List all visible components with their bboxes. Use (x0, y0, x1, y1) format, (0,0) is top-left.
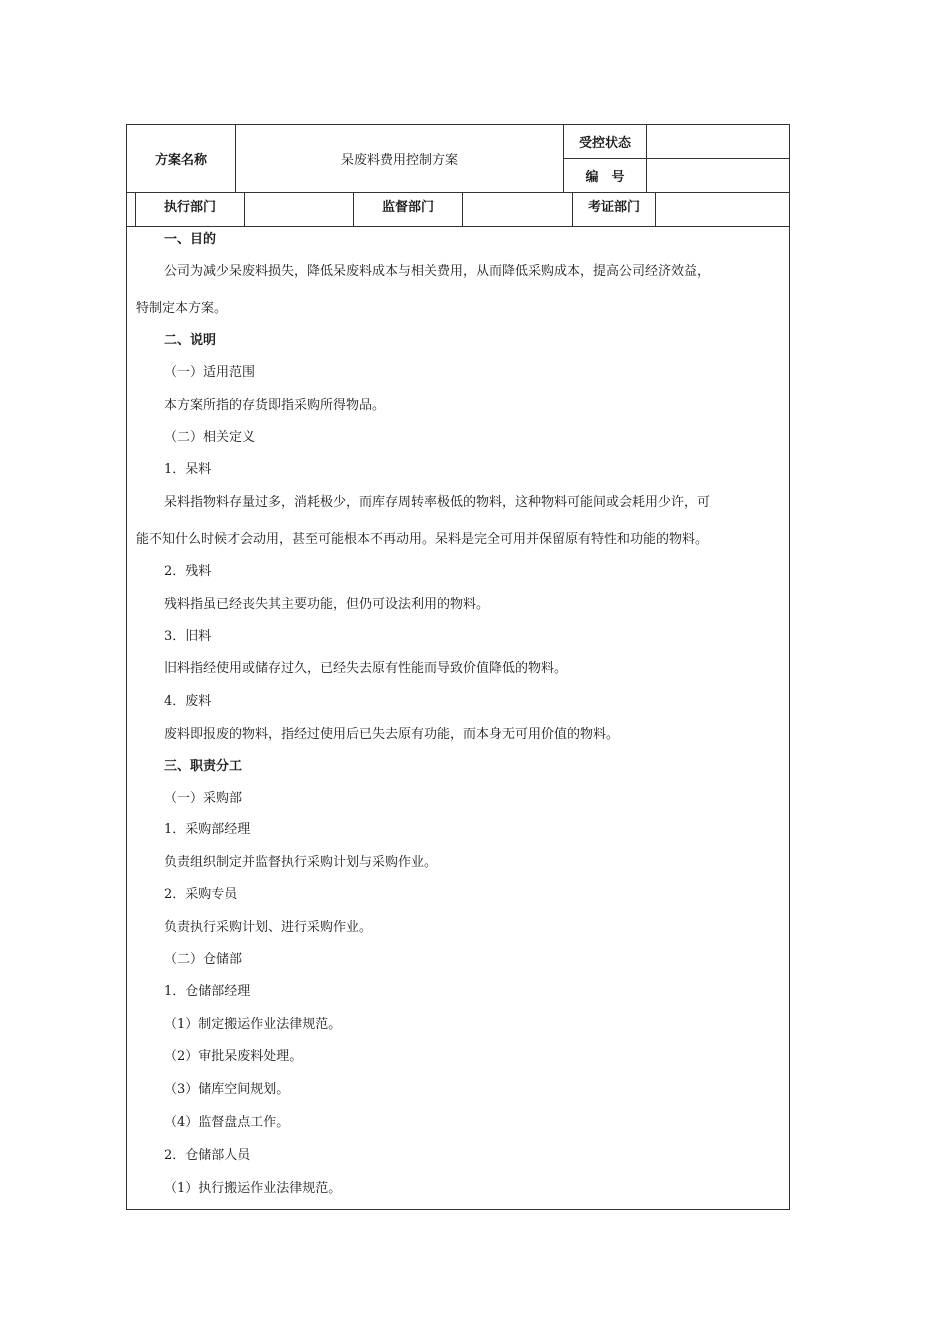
number-value[interactable] (647, 159, 789, 192)
verify-dept-value[interactable] (656, 193, 789, 226)
supervise-dept-label: 监督部门 (381, 199, 434, 215)
definition-text-1-line1: 呆料指物料存量过多，消耗极少，而库存周转率极低的物料，这种物料可能间或会耗用少许，可 (164, 495, 711, 510)
control-status-value[interactable] (647, 125, 789, 158)
purpose-text-line1: 公司为减少呆废料损失，降低呆废料成本与相关费用，从而降低采购成本，提高公司经济效益， (164, 264, 711, 279)
role-title-purchasing-specialist: 2．采购专员 (164, 887, 238, 902)
definition-text-3: 旧料指经使用或储存过久，已经失去原有性能而导致价值降低的物料。 (164, 661, 568, 676)
plan-name-value: 呆废料费用控制方案 (340, 153, 458, 168)
role-title-warehouse-manager: 1．仓储部经理 (164, 984, 251, 999)
warehouse-manager-item-2: （2）审批呆废料处理。 (164, 1049, 303, 1064)
definition-text-4: 废料即报废的物料，指经过使用后已失去原有功能，而本身无可用价值的物料。 (164, 727, 620, 742)
warehouse-staff-item-1: （1）执行搬运作业法律规范。 (164, 1181, 342, 1196)
role-text-purchasing-specialist: 负责执行采购计划、进行采购作业。 (164, 920, 373, 935)
plan-name-label: 方案名称 (154, 153, 207, 168)
control-status-label: 受控状态 (578, 136, 631, 151)
role-title-purchasing-manager: 1．采购部经理 (164, 822, 251, 837)
exec-dept-label: 执行部门 (163, 199, 216, 215)
number-label: 编 号 (585, 170, 625, 185)
section-title-responsibilities: 三、职责分工 (164, 759, 243, 774)
definition-title-4: 4．废料 (164, 694, 212, 709)
subsection-scope: （一）适用范围 (164, 365, 256, 380)
role-title-warehouse-staff: 2．仓储部人员 (164, 1148, 251, 1163)
warehouse-manager-item-3: （3）储库空间规划。 (164, 1082, 290, 1097)
definition-title-3: 3．旧料 (164, 629, 212, 644)
definition-text-1-line2: 能不知什么时候才会动用，甚至可能根本不再动用。呆料是完全可用并保留原有特性和功能的物料。 (136, 532, 709, 547)
subsection-definitions: （二）相关定义 (164, 430, 256, 445)
role-text-purchasing-manager: 负责组织制定并监督执行采购计划与采购作业。 (164, 855, 438, 870)
supervise-dept-value[interactable] (463, 193, 572, 226)
subsection-warehouse: （二）仓储部 (164, 952, 243, 967)
warehouse-manager-item-4: （4）监督盘点工作。 (164, 1115, 290, 1130)
subsection-purchasing: （一）采购部 (164, 791, 243, 806)
section-title-explanation: 二、说明 (164, 333, 217, 348)
scope-text: 本方案所指的存货即指采购所得物品。 (164, 398, 386, 413)
purpose-text-line2: 特制定本方案。 (136, 301, 228, 316)
verify-dept-label: 考证部门 (587, 199, 640, 215)
exec-dept-value[interactable] (245, 193, 353, 226)
definition-title-1: 1．呆料 (164, 462, 212, 477)
definition-title-2: 2．残料 (164, 564, 212, 579)
warehouse-manager-item-1: （1）制定搬运作业法律规范。 (164, 1017, 342, 1032)
section-title-purpose: 一、目的 (164, 232, 217, 247)
grid-line (126, 226, 790, 227)
definition-text-2: 残料指虽已经丧失其主要功能，但仍可设法利用的物料。 (164, 597, 490, 612)
